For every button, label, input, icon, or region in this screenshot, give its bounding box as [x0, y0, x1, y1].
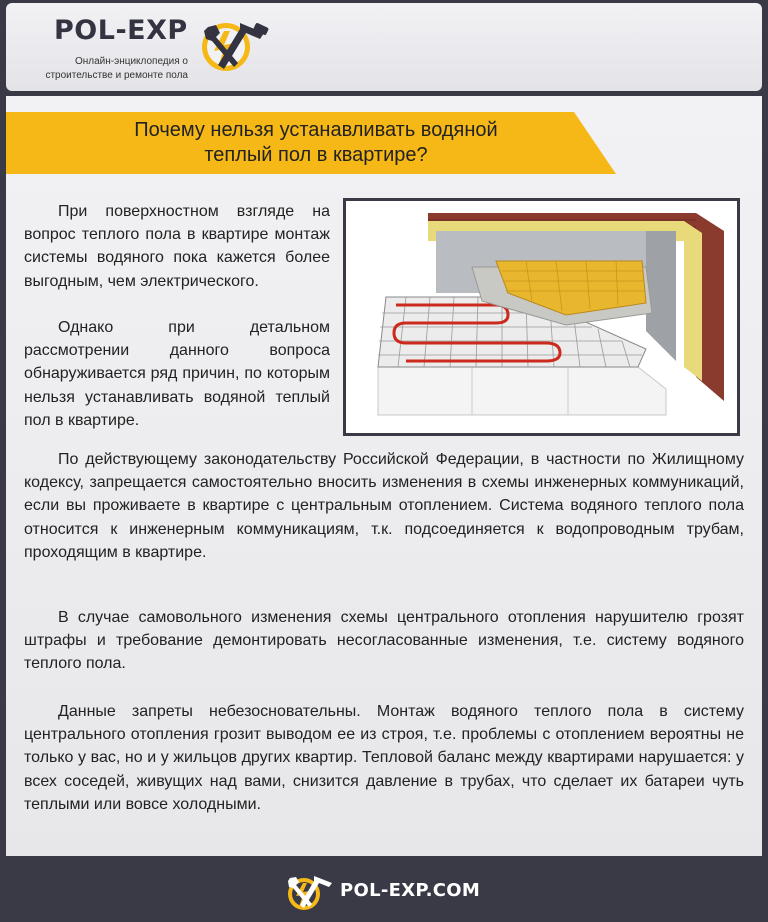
- title-banner: [6, 112, 616, 174]
- footer-logo-icon[interactable]: [282, 870, 338, 914]
- body-paragraph-2: В случае самовольного изменения схемы центрального отопления нарушителю грозят штрафы и требование демонтировать несогласованные изменения, т.е. систему водяного теплого пола.: [24, 609, 744, 673]
- site-logo-text[interactable]: POL-EXP: [54, 15, 188, 46]
- side-insulation: [684, 221, 702, 381]
- floor-layers-diagram: [346, 201, 737, 433]
- intro-paragraph-1: При поверхностном взгляде на вопрос теплого пола в квартире монтаж системы водяного пока кажется более выгодным, чем электрического.: [24, 203, 330, 290]
- site-tagline: [32, 55, 188, 83]
- side-plaster-wall: [646, 231, 676, 361]
- page-title: [66, 118, 566, 168]
- body-paragraph-1: По действующему законодательству Российской Федерации, в частности по Жилищному кодексу, запрещается самостоятельно вносить изменения в схемы инженерных коммуникаций, если вы проживаете в квартире с центральным отоплением. Система водяного теплого пола относится к инженерным коммуникациям, т.к. подсоединяется к водопроводным трубам, проходящим в квартире.: [24, 451, 744, 561]
- page-title-line-2: теплый пол в квартире?: [204, 144, 428, 166]
- insulation-slab: [378, 367, 666, 415]
- body-paragraph-3: Данные запреты небезосновательны. Монтаж водяного теплого пола в систему центрального отопления грозит выводом ее из строя, т.е. проблемы с отоплением вероятны не только у вас, но и у жильцов других квартир. Тепловой баланс между квартирами нарушается: у всех соседей, живущих над вами, снизится давление в трубах, что сделает их батареи чуть теплыми или вовсе холодными.: [24, 703, 744, 813]
- tagline-line-1: Онлайн-энциклопедия о: [74, 56, 188, 67]
- tagline-line-2: строительстве и ремонте пола: [45, 70, 188, 81]
- intro-paragraph-2: Однако при детальном рассмотрении данного вопроса обнаруживается ряд причин, по которым нельзя устанавливать водяной теплый пол в квартире.: [24, 319, 330, 429]
- hammer-wrench-lightning-icon[interactable]: [194, 13, 274, 77]
- site-footer: [0, 862, 768, 922]
- footer-site-link[interactable]: POL-EXP.COM: [340, 880, 481, 901]
- floor-heating-illustration: [343, 198, 740, 436]
- page-title-line-1: Почему нельзя устанавливать водяной: [134, 119, 498, 141]
- site-header: [6, 3, 762, 91]
